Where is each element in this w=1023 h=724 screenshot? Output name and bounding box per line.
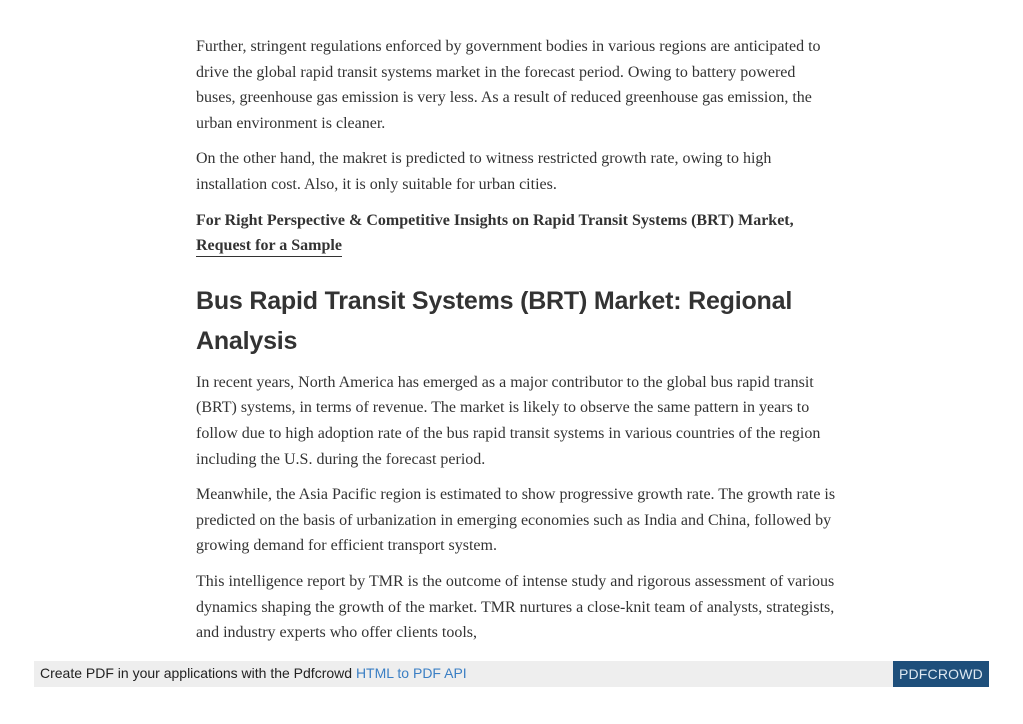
footer-text <box>40 665 467 681</box>
paragraph-restraints: On the other hand, the makret is predicted to witness restricted growth rate, owing to high installation cost. Also, it is only suitable for urban cities. <box>196 150 772 193</box>
html-to-pdf-api-link[interactable]: HTML to PDF API <box>355 665 467 681</box>
paragraph-tmr-report: This intelligence report by TMR is the outcome of intense study and rigorous assessment of various dynamics shaping the growth of the market. TMR nurtures a close-knit team of analysts, strategists, and industry experts who offer clients tools, <box>196 572 835 642</box>
sample-request-callout <box>196 208 836 259</box>
pdfcrowd-footer-bar <box>34 661 989 687</box>
regional-analysis-heading: Bus Rapid Transit Systems (BRT) Market: Regional Analysis <box>196 286 793 355</box>
sample-request-text: For Right Perspective & Competitive Insights on Rapid Transit Systems (BRT) Market, <box>196 211 794 229</box>
article-body <box>196 34 836 656</box>
paragraph-north-america: In recent years, North America has emerged as a major contributor to the global bus rapid transit (BRT) systems, in terms of revenue. The market is likely to observe the same pattern in years to follow due to high adoption rate of the bus rapid transit systems in various countries of the region including the U.S. during the forecast period. <box>196 373 821 468</box>
paragraph-asia-pacific: Meanwhile, the Asia Pacific region is estimated to show progressive growth rate. The growth rate is predicted on the basis of urbanization in emerging economies such as India and China, followed by growing demand for efficient transport system. <box>196 486 836 555</box>
paragraph-regulations: Further, stringent regulations enforced by government bodies in various regions are anticipated to drive the global rapid transit systems market in the forecast period. Owing to battery powered buses, greenhouse gas emission is very less. As a result of reduced greenhouse gas emission, the urban environment is cleaner. <box>196 38 821 132</box>
footer-caption: Create PDF in your applications with the Pdfcrowd <box>40 665 356 681</box>
pdfcrowd-logo-button[interactable]: PDFCROWD <box>893 661 989 687</box>
request-sample-link[interactable]: Request for a Sample <box>196 237 342 257</box>
